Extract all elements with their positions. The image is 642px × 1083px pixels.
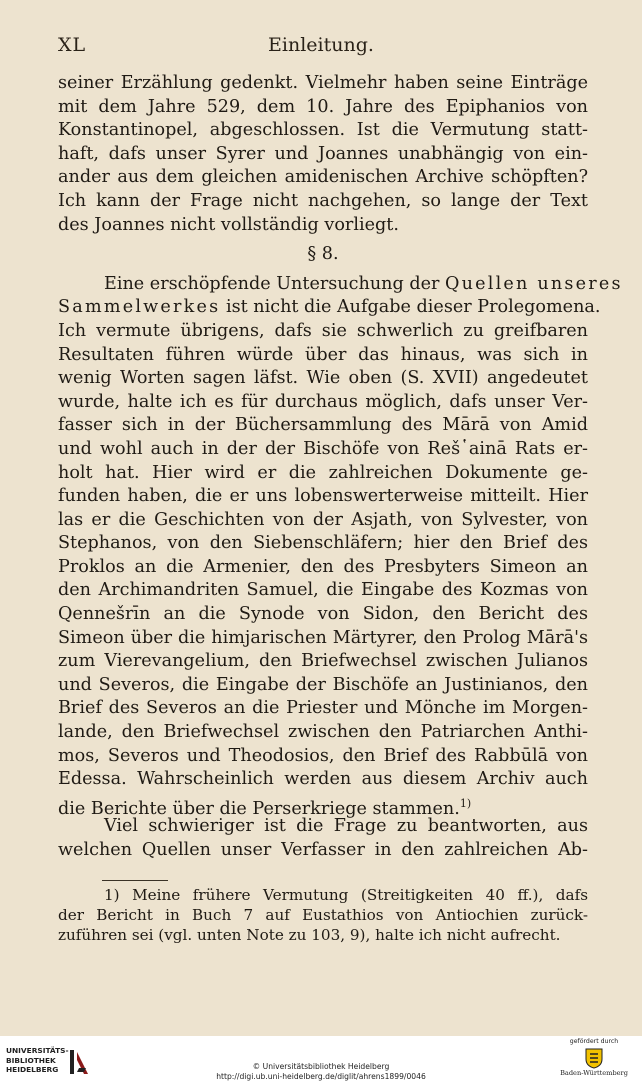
text-line: Ich kann der Frage nicht nachgehen, so lange der Text xyxy=(58,190,588,211)
text-line: Viel schwieriger ist die Frage zu beantworten, aus xyxy=(104,816,588,837)
text-line: und Severos, die Eingabe der Bischöfe an Justinianos, den xyxy=(58,674,588,695)
funding-badge: gefördert durch Baden-Württemberg xyxy=(560,1038,628,1077)
text-line: mos, Severos und Theodosios, den Brief des Rabbūlā von xyxy=(58,745,588,766)
footnote-marker: 1) xyxy=(459,796,472,810)
text-line: holt hat. Hier wird er die zahlreichen Dokumente ge- xyxy=(58,462,588,483)
text-line: wenig Worten sagen läfst. Wie oben (S. XVII) angedeutet xyxy=(58,368,588,389)
footnote-line: 1) Meine frühere Vermutung (Streitigkeiten 40 ff.), dafs xyxy=(104,886,588,904)
text-line: Edessa. Wahrscheinlich werden aus diesem Archiv auch xyxy=(58,769,588,790)
text-line: Resultaten führen würde über das hinaus, was sich in xyxy=(58,344,588,365)
footnote-line: der Bericht in Buch 7 auf Eustathios von Antiochien zurück- xyxy=(58,906,588,924)
text-line: las er die Geschichten von der Asjath, von Sylvester, von xyxy=(58,509,588,530)
text-line: mit dem Jahre 529, dem 10. Jahre des Epiphanios von xyxy=(58,96,588,117)
text-line: des Joannes nicht vollständig vorliegt. xyxy=(58,214,399,235)
text-line: Proklos an die Armenier, den des Presbyters Simeon an xyxy=(58,556,588,577)
text-line: Eine erschöpfende Untersuchung der Quellen unseres xyxy=(104,273,623,294)
footnote-divider xyxy=(102,880,168,881)
text-line: Stephanos, von den Siebenschläfern; hier den Brief des xyxy=(58,533,588,554)
text-line: die Berichte über die Perserkriege stammen.$^{1)}$ xyxy=(58,796,472,819)
state-crest-icon xyxy=(583,1047,605,1069)
footnote xyxy=(58,885,588,945)
text-line: seiner Erzählung gedenkt. Vielmehr haben seine Einträge xyxy=(58,73,588,93)
copyright-notice: © Universitätsbibliothek Heidelberg http://digi.ub.uni-heidelberg.de/diglit/ahrens1899/0046 xyxy=(0,1062,642,1081)
section-heading: § 8. xyxy=(307,244,339,265)
library-logo: UNIVERSITÄTS- BIBLIOTHEK HEIDELBERG xyxy=(6,1042,126,1078)
running-title: Einleitung. xyxy=(268,34,374,56)
text-line: den Archimandriten Samuel, die Eingabe des Kozmas von xyxy=(58,580,588,601)
text-line: und wohl auch in der der Bischöfe von Reš῾ainā Rats er- xyxy=(58,438,588,459)
text-line: Simeon über die himjarischen Märtyrer, den Prolog Mārā's xyxy=(58,627,588,648)
footer-bar xyxy=(0,1036,642,1083)
text-line: ander aus dem gleichen amidenischen Archive schöpften? xyxy=(58,167,588,188)
spaced-emphasis: Quellen unseres xyxy=(445,273,623,294)
text-line: wurde, halte ich es für durchaus möglich, dafs unser Ver- xyxy=(58,391,588,412)
spaced-emphasis: Sammelwerkes xyxy=(58,297,221,318)
text-line: Sammelwerkes ist nicht die Aufgabe dieser Prolegomena. xyxy=(58,297,601,318)
source-url[interactable]: http://digi.ub.uni-heidelberg.de/diglit/ahrens1899/0046 xyxy=(216,1071,426,1081)
text-line: haft, dafs unser Syrer und Joannes unabhängig von ein- xyxy=(58,143,588,164)
body-text xyxy=(58,72,623,863)
text-line: fasser sich in der Büchersammlung des Mārā von Amid xyxy=(58,415,588,436)
text-line: Brief des Severos an die Priester und Mönche im Morgen- xyxy=(58,698,588,719)
text-line: Konstantinopel, abgeschlossen. Ist die Vermutung statt- xyxy=(58,120,588,141)
page-header xyxy=(0,34,642,58)
text-line: Qennešrīn an die Synode von Sidon, den Bericht des xyxy=(58,604,588,625)
text-line: funden haben, die er uns lobenswerterweise mitteilt. Hier xyxy=(58,486,588,507)
text-line: welchen Quellen unser Verfasser in den zahlreichen Ab- xyxy=(58,840,588,860)
text-line: lande, den Briefwechsel zwischen den Patriarchen Anthi- xyxy=(58,722,588,743)
footnote-line: zuführen sei (vgl. unten Note zu 103, 9), halte ich nicht aufrecht. xyxy=(58,926,561,944)
text-line: zum Vierevangelium, den Briefwechsel zwischen Julianos xyxy=(58,651,588,672)
text-line: Ich vermute übrigens, dafs sie schwerlich zu greifbaren xyxy=(58,320,588,341)
page-number: XL xyxy=(58,34,87,56)
